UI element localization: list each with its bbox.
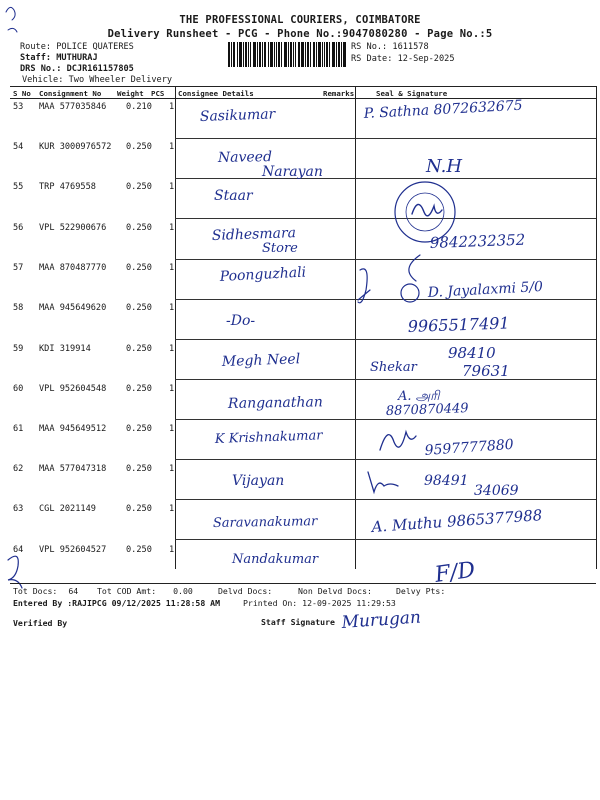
row-sno: 60 <box>13 384 24 394</box>
consignee-handwriting: Poonguzhali <box>219 264 307 285</box>
row-pcs: 1 <box>169 182 175 192</box>
row-sno: 63 <box>13 504 24 514</box>
staff-signature-handwriting: Murugan <box>340 607 422 633</box>
row-separator <box>175 218 596 219</box>
row-sno: 61 <box>13 424 24 434</box>
consignee-handwriting: Sidhesmara <box>211 225 297 244</box>
signature-handwriting: 98491 <box>424 473 469 489</box>
row-pcs: 1 <box>169 344 175 354</box>
row-consignment-no: MAA 577035846 <box>39 102 107 112</box>
row-weight: 0.250 <box>126 545 152 555</box>
printed-on: Printed On: 12-09-2025 11:29:53 <box>243 598 396 608</box>
row-pcs: 1 <box>169 424 175 434</box>
row-sno: 53 <box>13 102 24 112</box>
col-header-remarks: Remarks <box>323 89 355 98</box>
rs-date-value: 12-Sep-2025 <box>397 54 455 64</box>
col-header-consignment: Consignment No <box>39 89 102 98</box>
tot-docs-label: Tot Docs: <box>13 586 58 596</box>
vehicle-label: Vehicle: <box>22 75 64 85</box>
row-separator <box>175 178 596 179</box>
row-sno: 59 <box>13 344 24 354</box>
signature-handwriting: 9597777880 <box>424 436 515 459</box>
row-pcs: 1 <box>169 545 175 555</box>
row-weight: 0.250 <box>126 223 152 233</box>
row-separator <box>175 379 596 380</box>
row-sno: 64 <box>13 545 24 555</box>
row-weight: 0.250 <box>126 263 152 273</box>
row-sno: 55 <box>13 182 24 192</box>
signature-handwriting: 79631 <box>462 362 510 380</box>
row-separator <box>175 138 596 139</box>
row-separator <box>175 539 596 540</box>
row-pcs: 1 <box>169 303 175 313</box>
drs-line <box>20 64 134 74</box>
col-header-sno: S No <box>13 89 31 98</box>
rs-date-label: RS Date: <box>351 54 393 64</box>
row-pcs: 1 <box>169 102 175 112</box>
row-separator <box>175 339 596 340</box>
row-weight: 0.250 <box>126 464 152 474</box>
row-sno: 58 <box>13 303 24 313</box>
consignee-handwriting: Nandakumar <box>232 552 319 567</box>
consignee-handwriting: Ranganathan <box>227 394 323 412</box>
column-rule-right <box>596 86 597 569</box>
column-rule-remarks <box>355 86 356 569</box>
route-value: POLICE QUATERES <box>56 42 134 52</box>
tot-cod <box>97 586 193 596</box>
consignee-handwriting: -Do- <box>226 313 256 329</box>
row-separator <box>175 259 596 260</box>
consignee-handwriting: Sasikumar <box>199 106 276 125</box>
row-consignment-no: TRP 4769558 <box>39 182 96 192</box>
vehicle-line <box>22 75 172 85</box>
column-rule-consignee <box>175 86 176 569</box>
drs-label: DRS No.: <box>20 64 62 74</box>
delvd-docs-label: Delvd Docs: <box>218 586 273 596</box>
seal-stamp-signature <box>412 204 442 215</box>
row-separator <box>175 459 596 460</box>
verified-by: Verified By <box>13 618 68 628</box>
rs-date-line <box>351 54 455 64</box>
footer-rule <box>10 583 596 584</box>
row-weight: 0.250 <box>126 504 152 514</box>
consignee-handwriting: Narayan <box>262 164 323 180</box>
row-sno: 56 <box>13 223 24 233</box>
signature-handwriting: 9965517491 <box>407 313 510 336</box>
row-weight: 0.250 <box>126 303 152 313</box>
rs-no-line <box>351 42 429 52</box>
row-consignment-no: MAA 577047318 <box>39 464 107 474</box>
consignee-handwriting: Staar <box>214 188 253 204</box>
seal-stamp <box>395 182 455 242</box>
row-consignment-no: KUR 3000976572 <box>39 142 112 152</box>
row-weight: 0.210 <box>126 102 152 112</box>
signature-stroke <box>380 432 416 450</box>
row-weight: 0.250 <box>126 182 152 192</box>
signature-handwriting: 98410 <box>448 344 496 362</box>
row-consignment-no: VPL 522900676 <box>39 223 107 233</box>
row-weight: 0.250 <box>126 344 152 354</box>
staff-signature-label: Staff Signature <box>261 617 335 627</box>
signature-handwriting: 9842232352 <box>429 230 526 252</box>
col-header-signature: Seal & Signature <box>376 89 448 98</box>
signature-handwriting: D. Jayalaxmi 5/0 <box>427 278 544 301</box>
entered-by: Entered By :RAJIPCG 09/12/2025 11:28:58 AM <box>13 598 221 608</box>
table-header-rule <box>10 98 596 99</box>
row-separator <box>175 419 596 420</box>
row-sno: 62 <box>13 464 24 474</box>
rs-no-label: RS No.: <box>351 42 388 52</box>
seal-stamp-inner <box>406 193 444 231</box>
vehicle-value: Two Wheeler Delivery <box>68 75 173 85</box>
row-consignment-no: VPL 952604527 <box>39 545 107 555</box>
signature-handwriting: F/D <box>433 557 477 588</box>
row-pcs: 1 <box>169 504 175 514</box>
row-consignment-no: MAA 945649620 <box>39 303 107 313</box>
tot-cod-value: 0.00 <box>173 586 193 596</box>
row-pcs: 1 <box>169 464 175 474</box>
signature-stroke <box>368 472 398 492</box>
col-header-weight: Weight <box>117 89 144 98</box>
col-header-pcs: PCS <box>151 89 165 98</box>
row-pcs: 1 <box>169 263 175 273</box>
table-top-rule <box>10 86 596 87</box>
signature-handwriting: 8870870449 <box>385 401 469 419</box>
signature-handwriting: Shekar <box>370 360 417 375</box>
rs-no-value: 1611578 <box>392 42 429 52</box>
row-separator <box>175 299 596 300</box>
staff-value: MUTHURAJ <box>56 53 98 63</box>
row-consignment-no: VPL 952604548 <box>39 384 107 394</box>
row-consignment-no: KDI 319914 <box>39 344 91 354</box>
row-weight: 0.250 <box>126 384 152 394</box>
route-label: Route: <box>20 42 52 52</box>
col-header-consignee: Consignee Details <box>178 89 254 98</box>
consignee-handwriting: Vijayan <box>232 473 285 489</box>
tot-docs <box>13 586 78 596</box>
tot-docs-value: 64 <box>68 586 79 596</box>
signature-handwriting: 34069 <box>474 483 519 499</box>
staff-label: Staff: <box>20 53 52 63</box>
runsheet-subtitle: Delivery Runsheet - PCG - Phone No.:9047080280 - Page No.:5 <box>107 28 493 40</box>
tot-cod-label: Tot COD Amt: <box>97 586 157 596</box>
signature-handwriting: N.H <box>426 156 463 177</box>
row-consignment-no: MAA 945649512 <box>39 424 107 434</box>
consignee-handwriting: K Krishnakumar <box>214 428 323 447</box>
signature-stroke <box>358 269 370 303</box>
row-consignment-no: CGL 2021149 <box>39 504 96 514</box>
consignee-handwriting: Megh Neel <box>221 351 301 370</box>
drs-value: DCJR161157805 <box>66 64 134 74</box>
signature-handwriting: A. Muthu 9865377988 <box>371 506 543 536</box>
non-delvd-docs-label: Non Delvd Docs: <box>298 586 372 596</box>
signature-handwriting: P. Sathna 8072632675 <box>363 97 523 122</box>
consignee-handwriting: Store <box>262 241 298 256</box>
row-consignment-no: MAA 870487770 <box>39 263 107 273</box>
row-pcs: 1 <box>169 223 175 233</box>
row-pcs: 1 <box>169 142 175 152</box>
consignee-handwriting: Naveed <box>217 149 273 166</box>
delvy-pts-label: Delvy Pts: <box>396 586 446 596</box>
route-line <box>20 42 134 52</box>
row-weight: 0.250 <box>126 424 152 434</box>
staff-line <box>20 53 98 63</box>
row-separator <box>175 499 596 500</box>
barcode-image <box>228 42 346 67</box>
signature-handwriting: A. அரி <box>398 389 440 404</box>
row-pcs: 1 <box>169 384 175 394</box>
company-title: THE PROFESSIONAL COURIERS, COIMBATORE <box>179 14 421 26</box>
row-sno: 57 <box>13 263 24 273</box>
consignee-handwriting: Saravanakumar <box>212 514 318 531</box>
row-sno: 54 <box>13 142 24 152</box>
row-weight: 0.250 <box>126 142 152 152</box>
